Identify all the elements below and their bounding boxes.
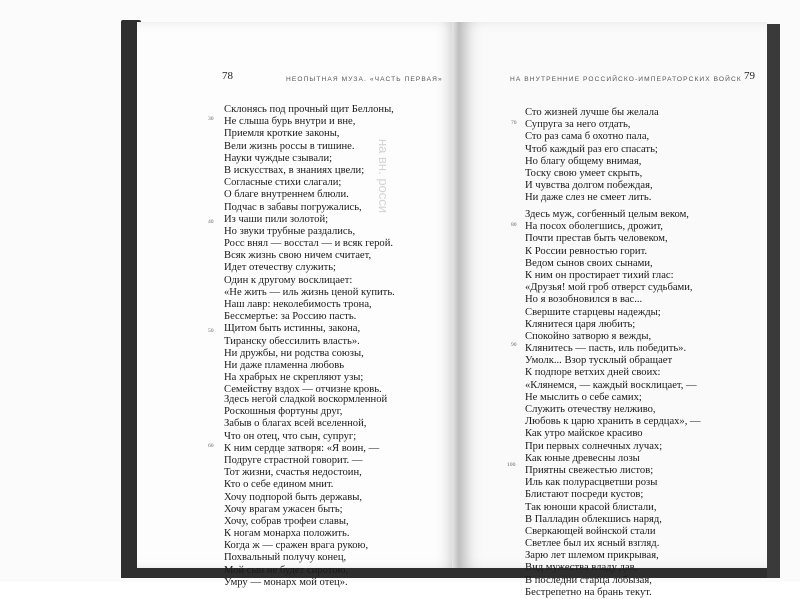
right-running-head: НА ВНУТРЕННИЕ РОССИЙСКО-ИМПЕРАТОРСКИХ ВОЙСК (510, 76, 742, 83)
poem-line: Семейству вздох — отчизне кровь. (224, 384, 382, 396)
poem-line: Но благу общему внимая, (525, 155, 642, 167)
poem-line: Служить отечеству нелживо, (525, 404, 656, 415)
poem-line: Как юные древесны лозы (525, 452, 640, 464)
poem-line: Всяк жизнь свою ничем считает, (224, 250, 372, 262)
poem-line: Щитом быть истинны, закона, (224, 323, 361, 335)
line-number: 50 (208, 328, 214, 334)
poem-line: Светлее был их ясный взгляд. (525, 538, 660, 550)
poem-line: О благе внутреннем блюли. (224, 189, 349, 201)
poem-line: Сверкающей войнской стали (525, 525, 656, 537)
line-number: 30 (208, 116, 214, 122)
poem-line: Но я возобновился в вас... (525, 294, 643, 306)
poem-line: Сто жизней лучше бы желала (525, 107, 659, 118)
poem-line: Подчас в забавы погружались, (224, 201, 362, 213)
poem-line: Супруга за него отдать, (525, 119, 631, 131)
poem-line: Зарю лет шлемом прикрывая, (525, 550, 659, 562)
poem-line: Блистают посреди кустов; (525, 489, 644, 501)
poem-line: Любовь к царю хранить в сердцах», — (525, 416, 701, 428)
poem-line: Умру — монарх мой отец». (224, 576, 348, 588)
poem-line: «Клянемся, — каждый восклицает, — (525, 379, 697, 391)
poem-line: Приемля кроткие законы, (224, 128, 340, 140)
poem-line: Свершите старцевы надежды; (525, 306, 661, 318)
poem-line: Тот жизни, счастья недостоин, (224, 467, 362, 479)
poem-line: На храбрых не скрепляют узы; (224, 372, 364, 384)
poem-line: Мой сын не будет сиротою, (224, 564, 349, 576)
poem-line: Согласные стихи слагали; (224, 177, 342, 189)
poem-line: Бессмертье: за Россию пасть. (224, 311, 357, 323)
book-cover-edge-right (767, 24, 780, 578)
poem-line: «Друзья! мой гроб отверст судьбами, (525, 282, 693, 294)
line-number: 90 (511, 342, 517, 348)
poem-line: Клянитесь — пасть, иль победить». (525, 343, 687, 355)
poem-line: Похвальный получу конец, (224, 552, 347, 564)
poem-line: Здесь муж, согбенный целым веком, (525, 209, 689, 220)
left-page-number: 78 (222, 70, 233, 82)
right-stanza-2 (525, 209, 701, 599)
poem-line: Хочу подпорой быть державы, (224, 491, 363, 503)
poem-line: Ни даже слез не смеет лить. (525, 192, 652, 204)
poem-line: «Не жить — иль жизнь ценой купить. (224, 286, 395, 298)
poem-line: Как утро майское красиво (525, 428, 643, 440)
poem-line: Так юноши красой блистали, (525, 501, 657, 513)
poem-line: Что он отец, что сын, супруг; (224, 430, 357, 442)
right-stanza-1 (525, 107, 659, 205)
poem-line: К России ревностью горит. (525, 245, 648, 257)
poem-line: Из чаши пили золотой; (224, 213, 329, 225)
poem-line: Идет отечеству служить; (224, 262, 336, 274)
poem-line: Тоску свою умеет скрыть, (525, 167, 643, 179)
poem-line: Бестрепетно на брань текут. (525, 586, 652, 598)
poem-line: Приятны свежестью листов; (525, 464, 654, 476)
poem-line: Здесь негой сладкой воскормленной (224, 394, 388, 405)
poem-line: Ни дружбы, ни родства союзы, (224, 347, 364, 359)
poem-line: На посох оболегшись, дрожит, (525, 221, 663, 233)
poem-line: Почти престав быть человеком, (525, 233, 668, 245)
poem-line: Подруге страстной говорит. — (224, 454, 363, 466)
poem-line: Ни даже пламенна любовь (224, 359, 345, 371)
poem-line: Один к другому восклицает: (224, 274, 353, 286)
poem-line: К подпоре ветхих дней своих: (525, 367, 661, 379)
poem-line: К ним он простирает тихий глас: (525, 269, 674, 281)
right-page-number: 79 (744, 70, 755, 82)
poem-line: В последни старца лобызая, (525, 574, 652, 586)
bleed-through-text: на вн. росси (376, 139, 391, 214)
line-number: 70 (511, 120, 517, 126)
poem-line: И чувства долгом побеждая, (525, 180, 653, 192)
poem-line: В искусствах, в знаниях цвели; (224, 164, 365, 176)
line-number: 60 (208, 443, 214, 449)
poem-line: Иль как полурасцветши розы (525, 477, 658, 489)
poem-line: Хочу врагам ужасен быть; (224, 503, 343, 515)
poem-line: Сто раз сама б охотно пала, (525, 131, 650, 143)
line-number: 80 (511, 222, 517, 228)
poem-line: При первых солнечных лучах; (525, 440, 663, 452)
poem-line: Наш лавр: неколебимость трона, (224, 299, 372, 310)
poem-line: Росс внял — восстал — и всяк герой. (224, 238, 394, 250)
poem-line: Умолк... Взор тусклый обращает (525, 355, 673, 367)
left-stanza-1 (224, 104, 395, 397)
poem-line: Чтоб каждый раз его спасать; (525, 143, 658, 155)
poem-line: Хочу, собрав трофеи славы, (224, 515, 349, 527)
line-number: 100 (507, 462, 516, 468)
poem-line: Вид мужества владу дав, (525, 562, 638, 574)
left-running-head: НЕОПЫТНАЯ МУЗА. «ЧАСТЬ ПЕРВАЯ» (286, 76, 443, 83)
poem-line: Тиранску обессилить власть». (224, 335, 360, 347)
poem-line: Не мыслить о себе самих; (525, 391, 642, 403)
poem-line: К ним сердце затворя: «Я воин, — (224, 442, 380, 454)
poem-line: Ведом сынов своих сынами, (525, 257, 653, 269)
poem-line: Науки чуждые сзывали; (224, 152, 333, 164)
poem-line: Не слыша бурь внутри и вне, (224, 116, 356, 128)
poem-line: Спокойно затворю я вежды, (525, 330, 652, 342)
poem-line: В Палладин облекшись наряд, (525, 513, 662, 525)
poem-line: Забыв о благах всей вселенной, (224, 418, 367, 430)
line-number: 40 (208, 219, 214, 225)
poem-line: Роскошныя фортуны друг, (224, 406, 343, 418)
poem-line: Вели жизнь россы в тишине. (224, 140, 355, 152)
poem-line: Кто о себе едином мнит. (224, 479, 334, 491)
poem-line: Когда ж — сражен врага рукою, (224, 540, 369, 552)
poem-line: Клянитеся царя любить; (525, 318, 636, 330)
poem-line: Но звуки трубные раздались, (224, 225, 356, 237)
poem-line: К ногам монарха положить. (224, 528, 350, 540)
left-stanza-2 (224, 394, 387, 589)
poem-line: Склонясь под прочный щит Беллоны, (224, 104, 394, 115)
